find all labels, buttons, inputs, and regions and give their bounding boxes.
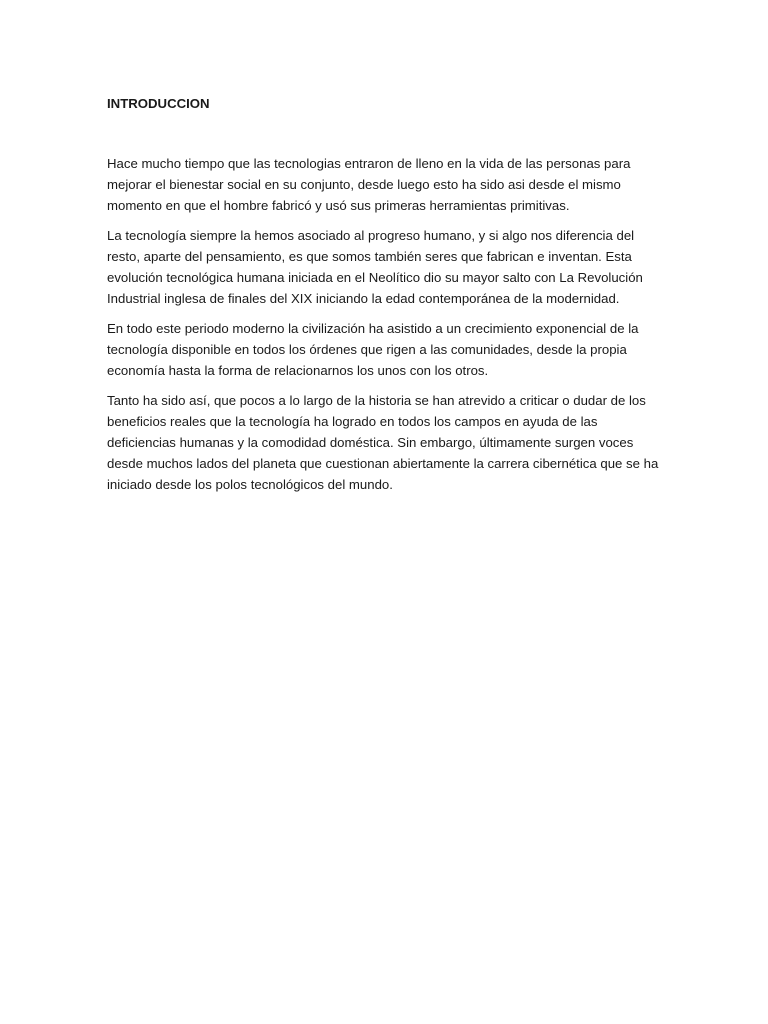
paragraph-3: En todo este periodo moderno la civilización ha asistido a un crecimiento exponencial de la tecnología disponible en todos los órdenes que rigen a las comunidades, desde la propia economía hasta la forma de relacionarnos los unos con los otros. [107, 321, 639, 378]
paragraph-2: La tecnología siempre la hemos asociado al progreso humano, y si algo nos diferencia del resto, aparte del pensamiento, es que somos también seres que fabrican e inventan. Esta evolución tecnológica humana iniciada en el Neolítico dio su mayor salto con La Revolución Industrial inglesa de finales del XIX iniciando la edad contemporánea de la modernidad. [107, 228, 643, 306]
document-title: INTRODUCCION [107, 96, 210, 111]
paragraph-4: Tanto ha sido así, que pocos a lo largo de la historia se han atrevido a criticar o dudar de los beneficios reales que la tecnología ha logrado en todos los campos en ayuda de las deficiencias humanas y la comodidad doméstica. Sin embargo, últimamente surgen voces desde muchos lados del planeta que cuestionan abiertamente la carrera cibernética que se ha iniciado desde los polos tecnológicos del mundo. [107, 393, 659, 492]
document-body [107, 93, 667, 504]
paragraph-1: Hace mucho tiempo que las tecnologias entraron de lleno en la vida de las personas para mejorar el bienestar social en su conjunto, desde luego esto ha sido asi desde el mismo momento en que el hombre fabricó y usó sus primeras herramientas primitivas. [107, 156, 631, 213]
